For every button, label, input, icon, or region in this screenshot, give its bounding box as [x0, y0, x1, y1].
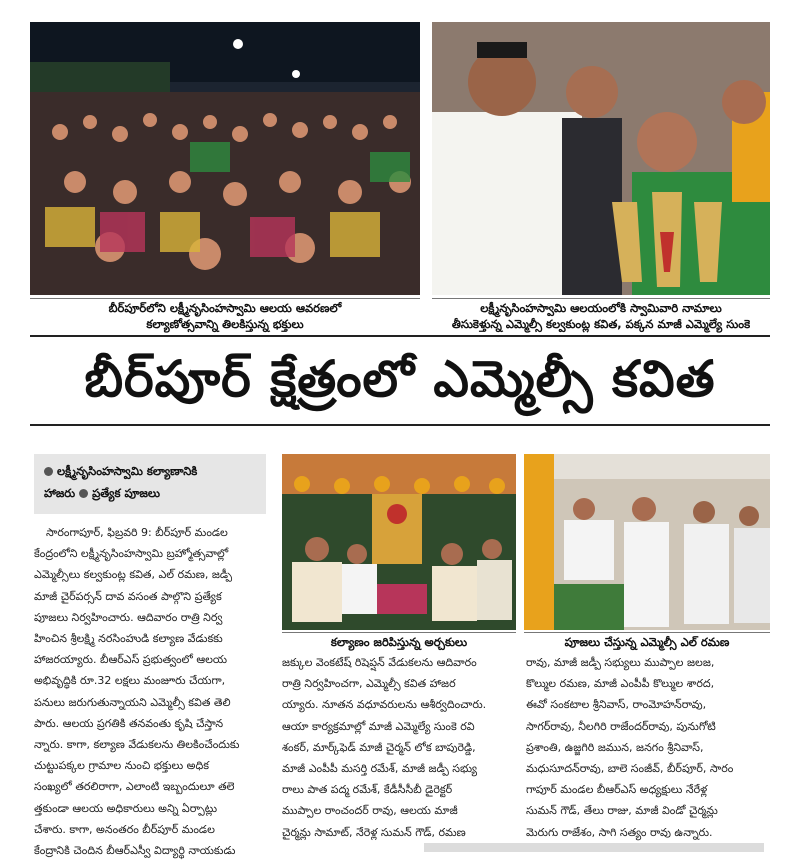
- article-line: మాజీ చైర్‌పర్సన్ దావ వసంత పాల్గొని ప్రత్యేక: [34, 589, 222, 603]
- article-line: గాపూర్ మండల బీఆర్‌ఎస్ అధ్యక్షులు నేరేళ్ల: [526, 783, 708, 797]
- caption-rule: [432, 298, 770, 299]
- kicker-box: లక్ష్మీనృసింహస్వామి కల్యాణానికి హాజరు ప్రత్యేక పూజలు: [34, 454, 266, 514]
- article-line: ఆయా కార్యక్రమాల్లో మాజీ ఎమ్మెల్యే సుంకె రవి: [282, 719, 475, 733]
- article-line: కొల్ముల రమణ, మాజీ ఎంపీపీ కొల్ముల శారద,: [526, 677, 715, 691]
- article-line: పనులు జరుగుతున్నాయని ఎమ్మెల్సీ కవిత తెలి: [34, 695, 231, 709]
- article-line: ముప్పాల రాంచందర్ రావు, ఆలయ మాజీ: [282, 804, 458, 818]
- article-line: శంకర్, మార్క్‌ఫెడ్ మాజీ చైర్మన్ లోక బాపురెడ్డి,: [282, 740, 476, 754]
- headline-rule-top: [30, 335, 770, 337]
- article-line: త్తకుండా ఆలయ అధికారులు అన్ని ఏర్పాట్లు: [34, 801, 218, 815]
- article-line: న్నారు. కాగా, కల్యాణ వేడుకలను తిలకించేందుకు: [34, 738, 240, 752]
- article-line: రాలు పాత పద్మ రమేశ్, కేడీసీసీబీ డైరెక్టర్: [282, 783, 453, 797]
- article-line: పారు. ఆలయ ప్రగతికి తనవంతు కృషి చేస్తాన: [34, 716, 224, 730]
- photo-crowd: [30, 22, 420, 295]
- article-line: ప్రశాంతి, ఉజ్జగిరి జమున, జనగం శ్రీనివాస్,: [526, 740, 704, 754]
- headline: బీర్‌పూర్ క్షేత్రంలో ఎమ్మెల్సీ కవిత: [84, 350, 716, 408]
- article-line: సంఖ్యలో తరలిరాగా, ఎలాంటి ఇబ్బందులూ తలె: [34, 780, 235, 794]
- article-column-3: [526, 652, 770, 843]
- article-line: మెరుగు రాజేశం, సాగి సత్యం రావు ఉన్నారు.: [526, 825, 713, 839]
- article-line: ఈవో సంకటాల శ్రీనివాస్, రాంమోహన్‌రావు,: [526, 698, 707, 712]
- photo-priests: [282, 454, 516, 630]
- caption-rule: [282, 632, 516, 633]
- article-line: కేంద్రానికి చెందిన బీఆర్‌ఎస్వీ విద్యార్థి నాయకుడు: [34, 844, 236, 858]
- article-line: పూజలు నిర్వహించారు. ఆదివారం రాత్రి నిర్వ: [34, 610, 223, 624]
- article-line: చేశారు. కాగా, అనంతరం బీర్‌పూర్ మండల: [34, 822, 215, 836]
- article-line: జక్కుల వెంకటేష్ రిషెప్షన్ వేడుకలను ఆదివారం: [282, 656, 477, 669]
- article-line: మధుసూదన్‌రావు, బాలె సంజీవ్, బీర్‌పూర్, సారం: [526, 762, 734, 776]
- article-column-2: [282, 652, 516, 843]
- caption-rule: [524, 632, 770, 633]
- photo-ramana-caption: పూజలు చేస్తున్న ఎమ్మెల్సీ ఎల్ రమణ: [564, 635, 730, 649]
- article-line: కేంద్రంలోని లక్ష్మీనృసింహస్వామి బ్రహ్మోత్సవాల్లో: [34, 547, 229, 561]
- article-line: సాగర్‌రావు, నీలగిరి రాజేందర్‌రావు, పునుగోటి: [526, 719, 716, 733]
- article-line: సారంగాపూర్, ఫిబ్రవరి 9: బీర్‌పూర్ మండల: [46, 526, 228, 539]
- photo-ramana: [524, 454, 770, 630]
- article-column-1: [34, 522, 266, 861]
- footer-bar: [424, 843, 764, 852]
- article-line: సుమన్ గౌడ్, తేలు రాజు, మాజీ విండో చైర్మన్లు: [526, 804, 718, 818]
- headline-rule-bottom: [30, 424, 770, 426]
- article-line: మాజీ ఎంపీపీ మసర్తి రమేశ్, మాజీ జడ్పీ సభ్యు: [282, 762, 477, 776]
- article-line: రాత్రి నిర్వహించగా, ఎమ్మెల్సీ కవిత హాజర: [282, 677, 456, 691]
- bullet-icon: [44, 467, 53, 476]
- caption-rule: [30, 298, 420, 299]
- photo-namams-caption: లక్ష్మీనృసింహస్వామి ఆలయంలోకి స్వామివారి నామాలు తీసుకెళ్తున్న ఎమ్మెల్సీ కల్వకుంట్ల కవిత, పక్కన మాజీ ఎమ్మెల్యే సుంకె: [451, 301, 751, 331]
- article-line: హించిన శ్రీలక్ష్మి నరసింహుడి కల్యాణ వేడుకకు: [34, 632, 223, 646]
- article-line: రావు, మాజీ జడ్పీ సభ్యులు ముప్పాల జలజ,: [526, 656, 715, 669]
- article-line: హాజరయ్యారు. బీఆర్‌ఎస్ ప్రభుత్వంలో ఆలయ: [34, 653, 228, 667]
- photo-priests-caption: కల్యాణం జరిపిస్తున్న అర్చకులు: [330, 635, 468, 649]
- photo-crowd-caption: బీర్‌పూర్‌లోని లక్ష్మీనృసింహస్వామి ఆలయ ఆవరణలో కల్యాణోత్సవాన్ని తిలకిస్తున్న భక్తులు: [108, 301, 342, 331]
- bullet-icon: [79, 489, 88, 498]
- photo-namams: [432, 22, 770, 295]
- article-line: చుట్టుపక్కల గ్రామాల నుంచి భక్తులు అధిక: [34, 759, 209, 773]
- article-line: చైర్మన్లు సామాట్, నేరెళ్ల సుమన్ గౌడ్, రమణ: [282, 825, 466, 839]
- article-line: య్యారు. నూతన వధూవరులను ఆశీర్వదించారు.: [282, 698, 487, 712]
- article-line: అభివృద్ధికి రూ.32 లక్షలు మంజూరు చేయగా,: [34, 674, 226, 688]
- article-line: ఎమ్మెల్సీలు కల్వకుంట్ల కవిత, ఎల్ రమణ, జడ్పీ: [34, 568, 233, 582]
